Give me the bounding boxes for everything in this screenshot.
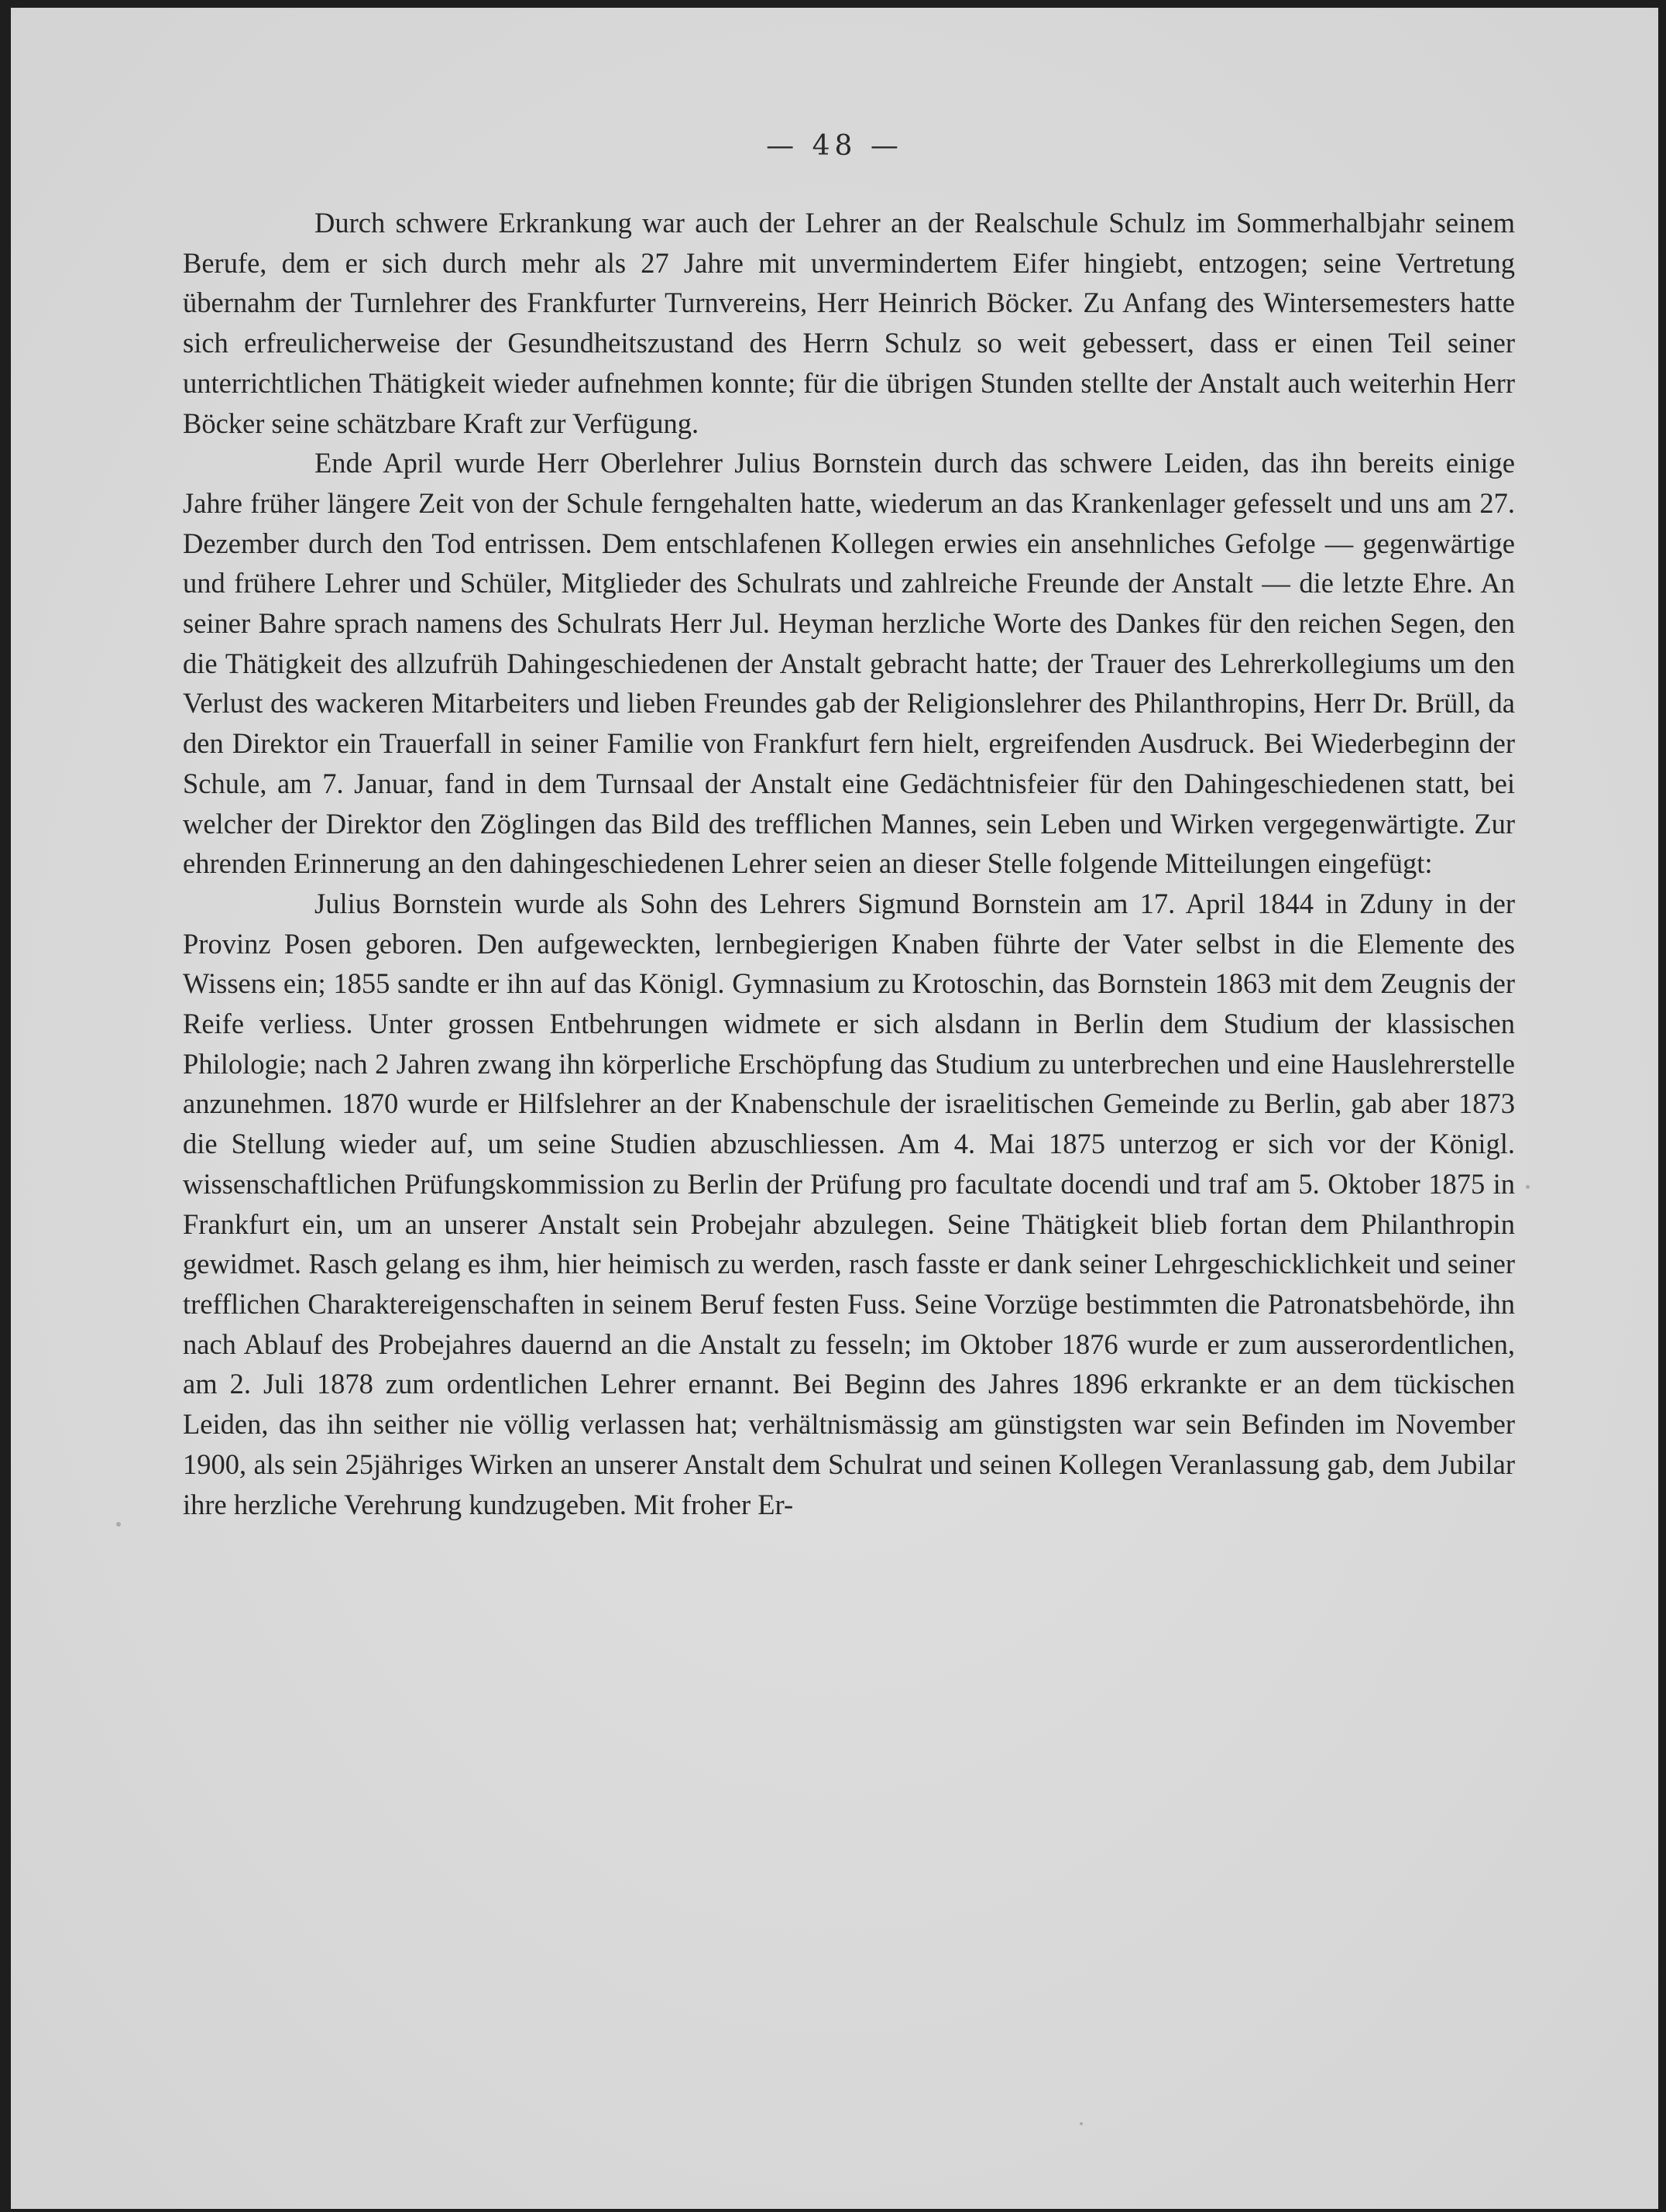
page-number: — 48 — — [766, 130, 903, 162]
paragraph-bornstein-biography: Julius Bornstein wurde als Sohn des Lehrers Sigmund Bornstein am 17. April 1844 in Zduny in der Provinz Posen geboren. Den aufgeweckten, lernbegierigen Knaben führte der Vater selbst in die Elemente des Wissens ein; 1855 sandte er ihn auf das Königl. Gymnasium zu Krotoschin, das Bornstein 1863 mit dem Zeugnis der Reife verliess. Unter grossen Entbehrungen widmete er sich alsdann in Berlin dem Studium der klassischen Philologie; nach 2 Jahren zwang ihn körperliche Erschöpfung das Studium zu unterbrechen und eine Hauslehrerstelle anzunehmen. 1870 wurde er Hilfslehrer an der Knabenschule der israelitischen Gemeinde zu Berlin, gab aber 1873 die Stellung wieder auf, um seine Studien abzuschliessen. Am 4. Mai 1875 unterzog er sich vor der Königl. wissenschaftlichen Prüfungskommission zu Berlin der Prüfung pro facultate docendi und traf am 5. Oktober 1875 in Frankfurt ein, um an unserer Anstalt sein Probejahr abzulegen. Seine Thätigkeit blieb fortan dem Philanthropin gewidmet. Rasch gelang es ihm, hier heimisch zu werden, rasch fasste er dank seiner Lehrgeschicklichkeit und seiner trefflichen Charaktereigenschaften in seinem Beruf festen Fuss. Seine Vorzüge bestimmten die Patronatsbehörde, ihn nach Ablauf des Probejahres dauernd an die Anstalt zu fesseln; im Oktober 1876 wurde er zum ausserordentlichen, am 2. Juli 1878 zum ordentlichen Lehrer ernannt. Bei Beginn des Jahres 1896 erkrankte er an dem tückischen Leiden, das ihn seither nie völlig verlassen hat; verhältnismässig am günstigsten war sein Befinden im November 1900, als sein 25jähriges Wirken an unserer Anstalt dem Schulrat und seinen Kollegen Veranlassung gab, dem Jubilar ihre herzliche Verehrung kundzugeben. Mit froher Er- — [183, 887, 1515, 1520]
scan-speck — [1526, 1185, 1530, 1189]
scan-speck — [1080, 2122, 1083, 2125]
body-text — [183, 203, 1515, 1524]
paragraph-schulz-illness: Durch schwere Erkrankung war auch der Lehrer an der Realschule Schulz im Sommerhalbjahr seinem Berufe, dem er sich durch mehr als 27 Jahre mit unvermindertem Eifer hingiebt, entzogen; seine Vertretung übernahm der Turnlehrer des Frankfurter Turnvereins, Herr Heinrich Böcker. Zu Anfang des Wintersemesters hatte sich erfreulicherweise der Gesundheitszustand des Herrn Schulz so weit gebessert, dass er einen Teil seiner unterrichtlichen Thätigkeit wieder aufnehmen konnte; für die übrigen Stunden stellte der Anstalt auch weiterhin Herr Böcker seine schätzbare Kraft zur Verfügung. — [183, 207, 1515, 439]
paragraph-bornstein-death: Ende April wurde Herr Oberlehrer Julius Bornstein durch das schwere Leiden, das ihn bereits einige Jahre früher längere Zeit von der Schule ferngehalten hatte, wiederum an das Krankenlager gefesselt und uns am 27. Dezember durch den Tod entrissen. Dem entschlafenen Kollegen erwies ein ansehnliches Gefolge — gegenwärtige und frühere Lehrer und Schüler, Mitglieder des Schulrats und zahlreiche Freunde der Anstalt — die letzte Ehre. An seiner Bahre sprach namens des Schulrats Herr Jul. Heyman herzliche Worte des Dankes für den reichen Segen, den die Thätigkeit des allzufrüh Dahingeschiedenen der Anstalt gebracht hatte; der Trauer des Lehrerkollegiums um den Verlust des wackeren Mitarbeiters und lieben Freundes gab der Religionslehrer des Philanthropins, Herr Dr. Brüll, da den Direktor ein Trauerfall in seiner Familie von Frankfurt fern hielt, ergreifenden Ausdruck. Bei Wiederbeginn der Schule, am 7. Januar, fand in dem Turnsaal der Anstalt eine Gedächtnisfeier für den Dahingeschiedenen statt, bei welcher der Direktor den Zöglingen das Bild des trefflichen Mannes, sein Leben und Wirken vergegenwärtigte. Zur ehrenden Erinnerung an den dahingeschiedenen Lehrer seien an dieser Stelle folgende Mitteilungen eingefügt: — [183, 447, 1515, 880]
scanned-page — [11, 8, 1658, 2209]
scan-speck — [116, 1522, 121, 1527]
